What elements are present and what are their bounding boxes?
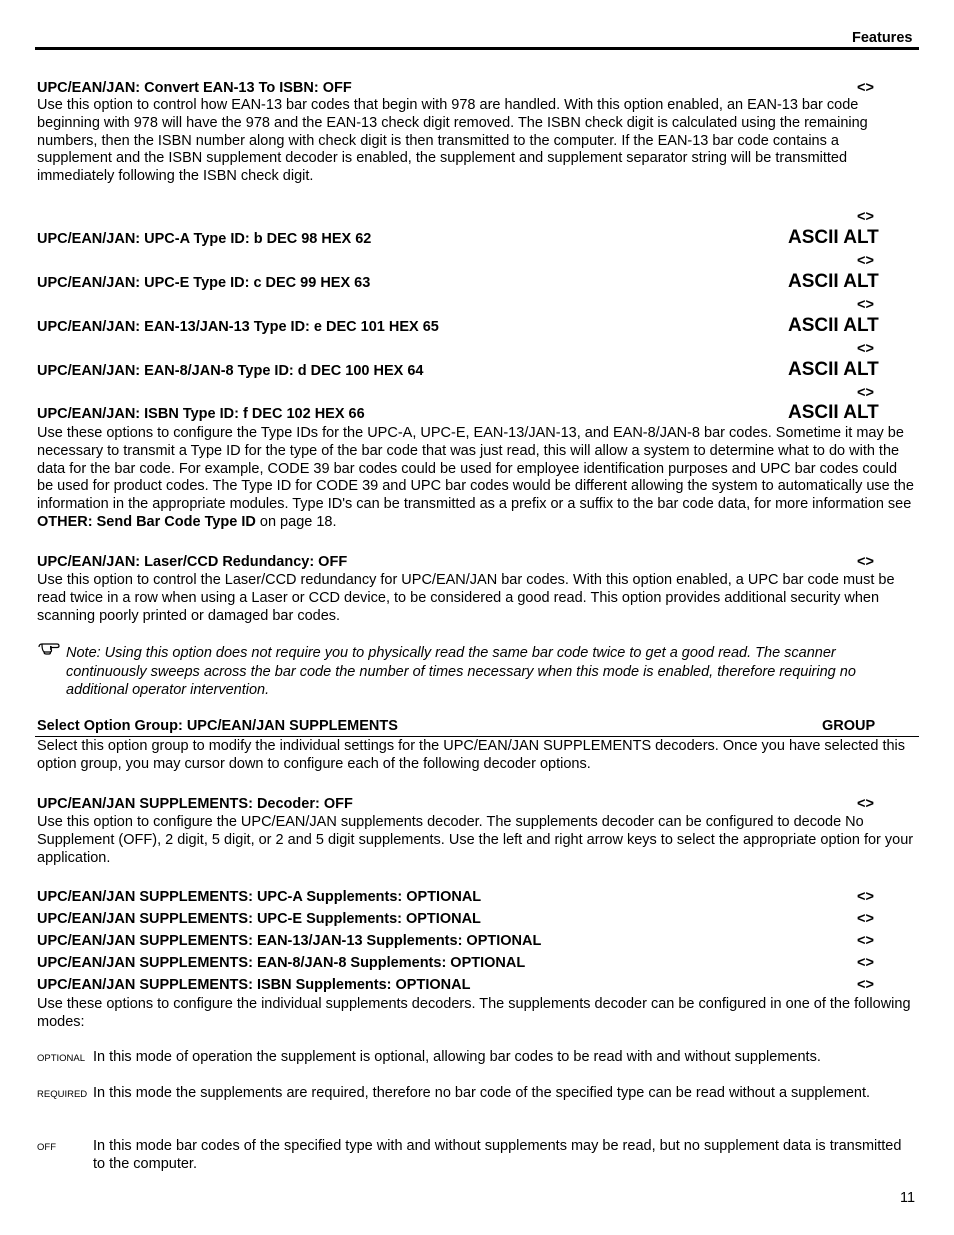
option-group-tag: GROUP <box>822 718 876 734</box>
cross-reference: OTHER: Send Bar Code Type ID <box>37 513 256 530</box>
supplement-option-title: UPC/EAN/JAN SUPPLEMENTS: EAN-13/JAN-13 Supplements: OPTIONAL <box>37 933 542 949</box>
type-id-alt: ASCII ALT <box>788 227 879 248</box>
type-id-alt: ASCII ALT <box>788 359 879 380</box>
type-id-title: UPC/EAN/JAN: EAN-13/JAN-13 Type ID: e DEC 101 HEX 65 <box>37 319 439 335</box>
mode-description: In this mode bar codes of the specified type with and without supplements may be read, but no supplement data is transmitted to the computer. <box>93 1138 902 1172</box>
type-id-tag: <> <box>857 297 874 313</box>
mode-label: OPTIONAL <box>37 1053 86 1064</box>
supplement-option-tag: <> <box>857 933 874 949</box>
mode-description: In this mode the supplements are required, therefore no bar code of the specified type can be read without a supplement. <box>93 1085 871 1101</box>
option-convert-isbn-tag: <> <box>857 80 874 96</box>
type-id-alt: ASCII ALT <box>788 271 879 292</box>
supplements-body: Use these options to configure the individual supplements decoders. The supplements decoder can be configured in one of the following modes: <box>37 996 911 1030</box>
option-redundancy-title: UPC/EAN/JAN: Laser/CCD Redundancy: OFF <box>37 554 348 570</box>
mode-description: In this mode of operation the supplement is optional, allowing bar codes to be read with and without supplements. <box>93 1049 821 1065</box>
option-convert-isbn-body: Use this option to control how EAN-13 bar codes that begin with 978 are handled. With this option enabled, an EAN-13 bar code beginning with 978 will have the 978 and the EAN-13 check digit removed. The ISBN check digit is calculated using the remaining numbers, then the ISBN number along with check digit is then transmitted to the computer. If the EAN-13 bar code contains a supplement and the ISBN supplement decoder is enabled, the supplement and supplement separator string will be transmitted immediately following the ISBN check digit. <box>37 97 868 185</box>
type-id-tag: <> <box>857 253 874 269</box>
supplement-option-tag: <> <box>857 977 874 993</box>
supplement-option-tag: <> <box>857 889 874 905</box>
supplement-option-title: UPC/EAN/JAN SUPPLEMENTS: UPC-E Supplements: OPTIONAL <box>37 911 481 927</box>
type-id-alt: ASCII ALT <box>788 315 879 336</box>
option-convert-isbn-title: UPC/EAN/JAN: Convert EAN-13 To ISBN: OFF <box>37 80 352 96</box>
section-header: Features <box>852 30 913 46</box>
type-id-title: UPC/EAN/JAN: ISBN Type ID: f DEC 102 HEX 66 <box>37 406 365 422</box>
option-decoder-title: UPC/EAN/JAN SUPPLEMENTS: Decoder: OFF <box>37 796 353 812</box>
pointing-hand-icon <box>38 640 62 656</box>
option-group-title: Select Option Group: UPC/EAN/JAN SUPPLEMENTS <box>37 718 398 734</box>
type-ids-body: Use these options to configure the Type IDs for the UPC-A, UPC-E, EAN-13/JAN-13, and EAN-8/JAN-8 bar codes. Sometime it may be necessary to transmit a Type ID for the type of the bar code that was just read, this will allow a system to determine what to do with the data for the bar code. For example, CODE 39 bar codes could be used for employee identification purposes and UPC bar codes could be used for product codes. The Type ID for CODE 39 and UPC bar codes would be different allowing the system to automatically use the information in the appropriate modules. Type ID's can be transmitted as a prefix or a suffix to the bar code data, for more information see OTHER: Send Bar Code Type ID on page 18. <box>37 425 914 530</box>
type-id-tag: <> <box>857 209 874 225</box>
header-rule <box>35 47 919 50</box>
note-text: Note: Using this option does not require you to physically read the same bar code twice to get a good read. The scanner continuously sweeps across the bar code the number of times necessary when this mode is enabled, therefore requiring no additional operator intervention. <box>66 645 856 698</box>
page-number: 11 <box>900 1190 916 1206</box>
supplement-option-title: UPC/EAN/JAN SUPPLEMENTS: EAN-8/JAN-8 Supplements: OPTIONAL <box>37 955 526 971</box>
mode-label: OFF <box>37 1142 56 1153</box>
type-id-alt: ASCII ALT <box>788 402 879 423</box>
supplement-option-tag: <> <box>857 955 874 971</box>
group-rule <box>35 736 919 737</box>
supplement-option-title: UPC/EAN/JAN SUPPLEMENTS: ISBN Supplements: OPTIONAL <box>37 977 471 993</box>
option-decoder-tag: <> <box>857 796 874 812</box>
type-id-title: UPC/EAN/JAN: UPC-E Type ID: c DEC 99 HEX 63 <box>37 275 371 291</box>
supplement-option-title: UPC/EAN/JAN SUPPLEMENTS: UPC-A Supplements: OPTIONAL <box>37 889 482 905</box>
type-id-tag: <> <box>857 385 874 401</box>
supplement-option-tag: <> <box>857 911 874 927</box>
type-id-tag: <> <box>857 341 874 357</box>
type-id-title: UPC/EAN/JAN: UPC-A Type ID: b DEC 98 HEX 62 <box>37 231 372 247</box>
mode-label: REQUIRED <box>37 1089 88 1100</box>
option-redundancy-tag: <> <box>857 554 874 570</box>
option-decoder-body: Use this option to configure the UPC/EAN/JAN supplements decoder. The supplements decoder can be configured to decode No Supplement (OFF), 2 digit, 5 digit, or 2 and 5 digit supplements. Use the left and right arrow keys to select the appropriate option for your application. <box>37 814 914 866</box>
option-group-body: Select this option group to modify the individual settings for the UPC/EAN/JAN SUPPLEMENTS decoders. Once you have selected this option group, you may cursor down to configure each of the following decoder options. <box>37 738 906 772</box>
type-id-title: UPC/EAN/JAN: EAN-8/JAN-8 Type ID: d DEC 100 HEX 64 <box>37 363 424 379</box>
option-redundancy-body: Use this option to control the Laser/CCD redundancy for UPC/EAN/JAN bar codes. With this option enabled, a UPC bar code must be read twice in a row when using a Laser or CCD device, to be considered a good read. This option provides additional security when scanning poorly printed or damaged bar codes. <box>37 572 895 624</box>
